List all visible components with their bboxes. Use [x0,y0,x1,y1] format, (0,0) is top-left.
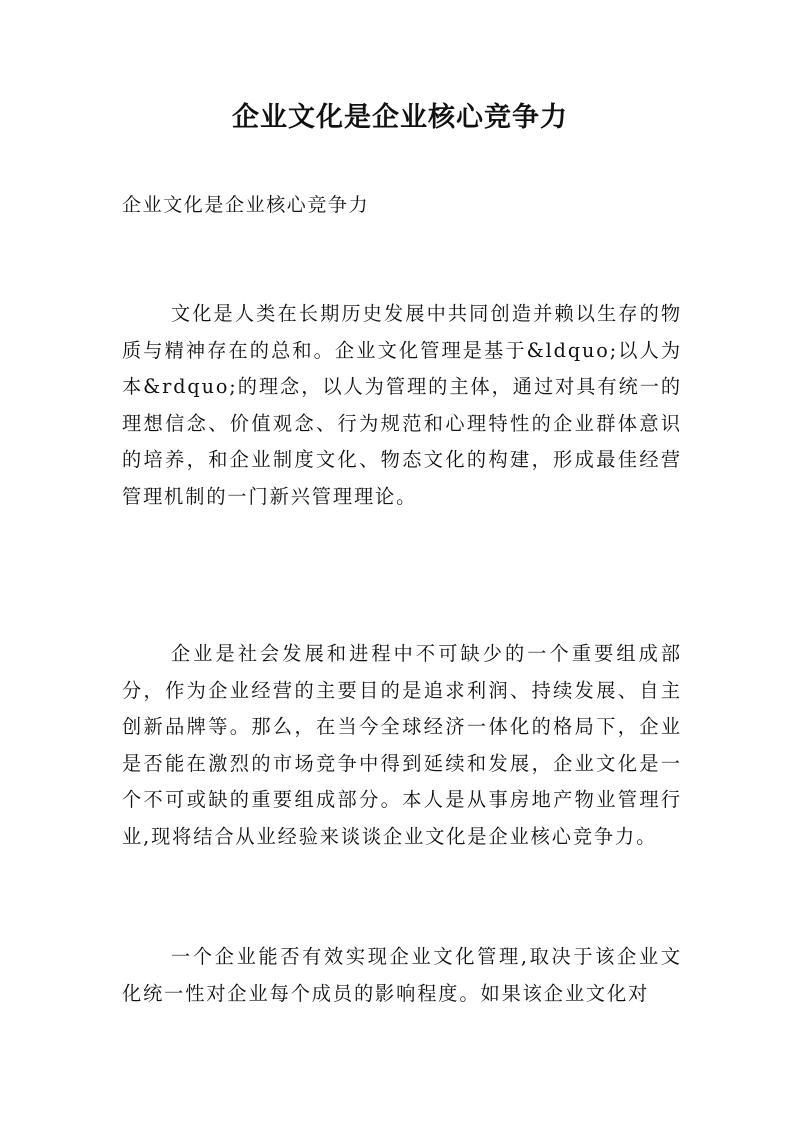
document-title: 企业文化是企业核心竞争力 [232,102,568,133]
paragraph-2: 企业是社会发展和进程中不可缺少的一个重要组成部分，作为企业经营的主要目的是追求利润、持续发展、自主创新品牌等。那么，在当今全球经济一体化的格局下，企业是否能在激烈的市场竞争中得到延续和发展，企业文化是一个不可或缺的重要组成部分。本人是从事房地产物业管理行业,现将结合从业经验来谈谈企业文化是企业核心竞争力。 [122,642,682,848]
document-subtitle: 企业文化是企业核心竞争力 [122,194,370,216]
paragraph-1: 文化是人类在长期历史发展中共同创造并赖以生存的物质与精神存在的总和。企业文化管理是基于&ldquo;以人为本&rdquo;的理念，以人为管理的主体，通过对具有统一的理想信念、价值观念、行为规范和心理特性的企业群体意识的培养，和企业制度文化、物态文化的构建，形成最佳经营管理机制的一门新兴管理理论。 [122,302,682,508]
paragraph-3: 一个企业能否有效实现企业文化管理,取决于该企业文化统一性对企业每个成员的影响程度。如果该企业文化对 [122,945,682,1005]
